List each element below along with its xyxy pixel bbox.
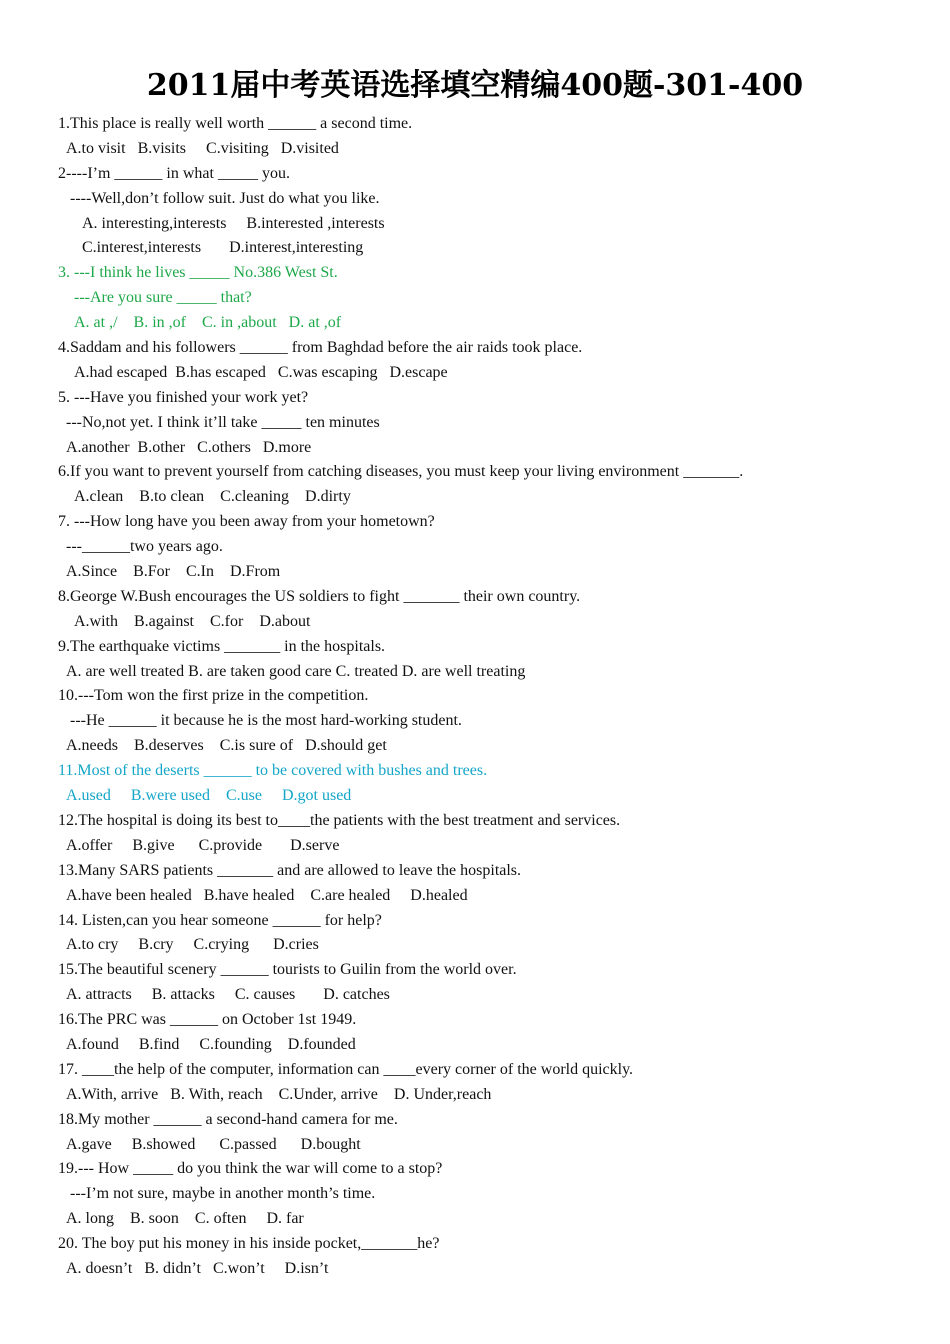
question-line: A.to visit B.visits C.visiting D.visited [66, 139, 339, 157]
question-list [0, 112, 950, 1282]
question-line: 10.---Tom won the first prize in the competition. [58, 687, 369, 705]
question-line: 17. ____the help of the computer, information can ____every corner of the world quickly. [58, 1060, 634, 1078]
page-title: 2011届中考英语选择填空精编400题-301-400 [146, 68, 804, 103]
question-line: A.have been healed B.have healed C.are healed D.healed [66, 886, 468, 904]
question-line: C.interest,interests D.interest,interesting [82, 239, 364, 257]
question-line: A.With, arrive B. With, reach C.Under, arrive D. Under,reach [66, 1085, 492, 1103]
question-line: 15.The beautiful scenery ______ tourists to Guilin from the world over. [58, 961, 517, 979]
question-line: A. interesting,interests B.interested ,interests [82, 214, 385, 232]
question-line: 16.The PRC was ______ on October 1st 1949. [58, 1011, 357, 1029]
question-line: A. doesn’t B. didn’t C.won’t D.isn’t [66, 1259, 329, 1277]
question-line: A. are well treated B. are taken good care C. treated D. are well treating [66, 662, 526, 680]
question-line: 4.Saddam and his followers ______ from Baghdad before the air raids took place. [58, 339, 583, 357]
question-line: 20. The boy put his money in his inside pocket,_______he? [58, 1235, 440, 1253]
question-line: 11.Most of the deserts ______ to be covered with bushes and trees. [58, 762, 488, 780]
question-line: A.to cry B.cry C.crying D.cries [66, 936, 319, 954]
question-line: 12.The hospital is doing its best to____the patients with the best treatment and services. [58, 811, 621, 829]
question-line: A.with B.against C.for D.about [74, 612, 311, 630]
question-line: 6.If you want to prevent yourself from catching diseases, you must keep your living environment _______. [58, 463, 744, 481]
question-line: 2----I’m ______ in what _____ you. [58, 164, 290, 182]
question-line: 18.My mother ______ a second-hand camera for me. [58, 1110, 398, 1128]
question-line: A. at ,/ B. in ,of C. in ,about D. at ,of [74, 314, 342, 332]
question-line: A.found B.find C.founding D.founded [66, 1035, 356, 1053]
question-line: A.gave B.showed C.passed D.bought [66, 1135, 361, 1153]
question-line: A.another B.other C.others D.more [66, 438, 312, 456]
question-line: A. attracts B. attacks C. causes D. catches [66, 986, 390, 1004]
question-line: 14. Listen,can you hear someone ______ for help? [58, 911, 382, 929]
question-line: A.clean B.to clean C.cleaning D.dirty [74, 488, 351, 506]
question-line: ---He ______ it because he is the most hard-working student. [70, 712, 462, 730]
question-line: 9.The earthquake victims _______ in the hospitals. [58, 637, 386, 655]
question-line: 3. ---I think he lives _____ No.386 West St. [58, 264, 338, 282]
question-line: ---______two years ago. [66, 538, 223, 556]
question-line: A.needs B.deserves C.is sure of D.should get [66, 737, 387, 755]
question-line: 5. ---Have you finished your work yet? [58, 388, 309, 406]
question-line: 8.George W.Bush encourages the US soldiers to fight _______ their own country. [58, 587, 581, 605]
question-line: ----Well,don’t follow suit. Just do what you like. [70, 189, 380, 207]
question-line: 13.Many SARS patients _______ and are allowed to leave the hospitals. [58, 861, 522, 879]
question-line: ---Are you sure _____ that? [74, 289, 252, 307]
question-line: A. long B. soon C. often D. far [66, 1210, 304, 1228]
question-line: ---I’m not sure, maybe in another month’s time. [70, 1185, 376, 1203]
question-line: 1.This place is really well worth ______ a second time. [58, 115, 413, 132]
question-line: A.offer B.give C.provide D.serve [66, 836, 340, 854]
question-line: 19.--- How _____ do you think the war will come to a stop? [58, 1160, 443, 1178]
question-line: 7. ---How long have you been away from your hometown? [58, 513, 435, 531]
question-line: A.used B.were used C.use D.got used [66, 787, 352, 805]
question-line: ---No,not yet. I think it’ll take _____ ten minutes [66, 413, 380, 431]
question-line: A.had escaped B.has escaped C.was escaping D.escape [74, 363, 448, 381]
question-line: A.Since B.For C.In D.From [66, 563, 281, 581]
